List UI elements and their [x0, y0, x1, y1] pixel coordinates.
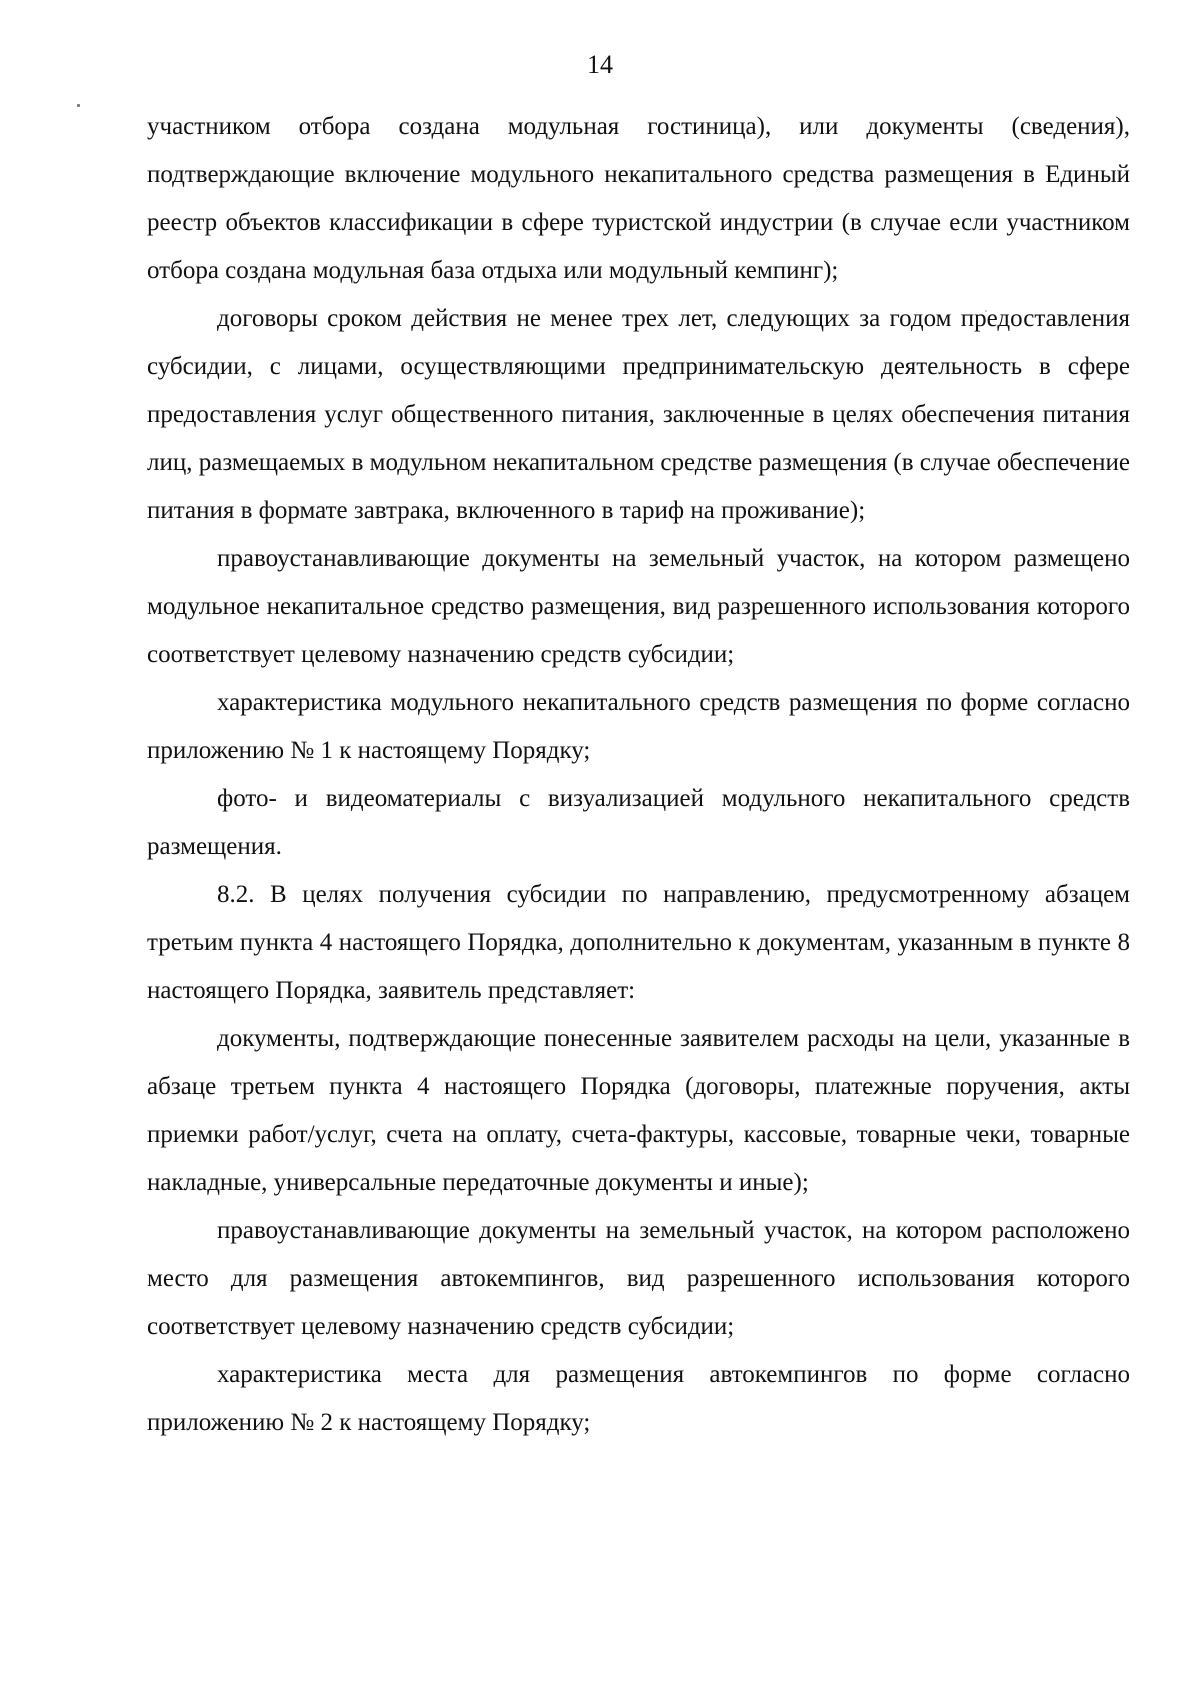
paragraph: характеристика места для размещения автокемпингов по форме согласно приложению № 2 к настоящему Порядку;	[147, 1361, 1130, 1436]
document-body	[147, 103, 1130, 1447]
paragraph: характеристика модульного некапитального средств размещения по форме согласно приложению № 1 к настоящему Порядку;	[147, 689, 1130, 764]
page-number: 14	[587, 50, 613, 79]
paragraph: документы, подтверждающие понесенные заявителем расходы на цели, указанные в абзаце третьем пункта 4 настоящего Порядка (договоры, платежные поручения, акты приемки работ/услуг, счета на оплату, счета-фактуры, кассовые, товарные чеки, товарные накладные, универсальные передаточные документы и иные);	[147, 1025, 1130, 1196]
paragraph: договоры сроком действия не менее трех лет, следующих за годом предоставления субсидии, с лицами, осуществляющими предпринимательскую деятельность в сфере предоставления услуг общественного питания, заключенные в целях обеспечения питания лиц, размещаемых в модульном некапитальном средстве размещения (в случае обеспечение питания в формате завтрака, включенного в тариф на проживание);	[147, 305, 1130, 524]
scan-speck	[77, 104, 80, 107]
paragraph: правоустанавливающие документы на земельный участок, на котором расположено место для размещения автокемпингов, вид разрешенного использования которого соответствует целевому назначению средств субсидии;	[147, 1217, 1130, 1340]
paragraph: 8.2. В целях получения субсидии по направлению, предусмотренному абзацем третьим пункта 4 настоящего Порядка, дополнительно к документам, указанным в пункте 8 настоящего Порядка, заявитель представляет:	[147, 881, 1130, 1004]
paragraph: правоустанавливающие документы на земельный участок, на котором размещено модульное некапитальное средство размещения, вид разрешенного использования которого соответствует целевому назначению средств субсидии;	[147, 545, 1130, 668]
paragraph: фото- и видеоматериалы с визуализацией модульного некапитального средств размещения.	[147, 785, 1130, 860]
paragraph: участником отбора создана модульная гостиница), или документы (сведения), подтверждающие включение модульного некапитального средства размещения в Единый реестр объектов классификации в сфере туристской индустрии (в случае если участником отбора создана модульная база отдыха или модульный кемпинг);	[147, 113, 1130, 284]
